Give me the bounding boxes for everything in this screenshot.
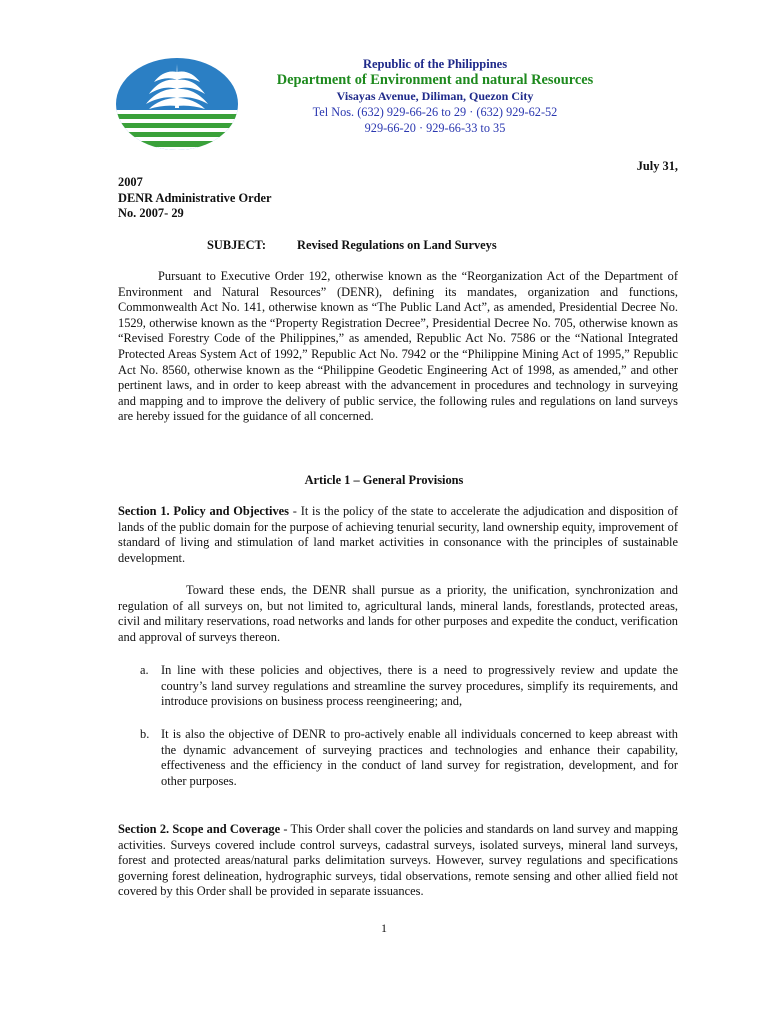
list-item-text: It is also the objective of DENR to pro-actively enable all individuals concerned to keep abreast with the dynamic advancement of surveying practices and technologies and enhance their capability, effectiveness and the efficiency in the conduct of land survey for registration, development, and for other purposes. — [161, 727, 678, 788]
page-number: 1 — [381, 921, 387, 935]
subject-line — [207, 238, 497, 254]
department-name: Department of Environment and natural Resources — [276, 72, 594, 88]
date-line-1: July 31, — [636, 159, 678, 173]
subject-text: Revised Regulations on Land Surveys — [297, 238, 497, 252]
section-2-heading: Section 2. Scope and Coverage — [118, 822, 281, 836]
section-1-text: - It is the policy of the state to accelerate the adjudication and disposition of lands of the public domain for the purpose of achieving tenurial security, land ownership equity, improvement of standard of living and stimulation of land market activities in consonance with the principles of sustainable development. — [118, 504, 679, 565]
subject-label: SUBJECT: — [207, 238, 266, 252]
order-block — [118, 175, 272, 222]
list-item — [140, 727, 678, 789]
date-line-2: 2007 — [118, 175, 143, 189]
list-item-text: In line with these policies and objectives, there is a need to progressively review and update the country’s land survey regulations and streamline the survey procedures, simplify its requirements, and introduce provisions on business process reengineering; and, — [161, 663, 678, 709]
republic-text: Republic of the Philippines — [362, 57, 508, 71]
letterhead — [200, 57, 670, 136]
list-item — [140, 663, 678, 710]
address: Visayas Avenue, Diliman, Quezon City — [336, 89, 534, 103]
list-marker: b. — [140, 727, 150, 741]
order-title: DENR Administrative Order — [118, 190, 272, 205]
telephone-line-2: 929-66-20 · 929-66-33 to 35 — [364, 121, 506, 135]
section-2-paragraph — [118, 822, 678, 900]
telephone-line-1: Tel Nos. (632) 929-66-26 to 29 · (632) 929-62-52 — [312, 105, 558, 119]
article-1-title: Article 1 – General Provisions — [304, 473, 464, 487]
section-1-heading: Section 1. Policy and Objectives — [118, 504, 290, 518]
order-number: No. 2007- 29 — [118, 206, 184, 220]
section-1-paragraph-2: Toward these ends, the DENR shall pursue as a priority, the unification, synchronization and regulation of all surveys on, but not limited to, agricultural lands, mineral lands, forestlands, protected areas, civil and military reservations, road networks and lands for other purposes and expedite the conduct, verification and approval of surveys thereon. — [118, 583, 678, 644]
section-2-text: - This Order shall cover the policies and standards on land survey and mapping activities. Surveys covered include control surveys, cadastral surveys, isolated surveys, mineral land surveys, forest and protected areas/natural parks delimitation surveys. However, survey regulations and specifications governing forest delineation, hydrographic surveys, tidal observations, remote sensing and other allied field not covered by this Order shall be provided in separate issuances. — [118, 822, 678, 899]
intro-paragraph: Pursuant to Executive Order 192, otherwise known as the “Reorganization Act of the Department of Environment and Natural Resources” (DENR), defining its mandates, organization and functions, Commonwealth Act No. 141, otherwise known as “The Public Land Act”, as amended, Presidential Decree No. 1529, otherwise known as the “Property Registration Decree”, Presidential Decree No. 705, otherwise known as “Revised Forestry Code of the Philippines,” as amended, Republic Act No. 7586 or the “National Integrated Protected Areas System Act of 1992,” Republic Act No. 7942 or the “Philippine Mining Act of 1995,” Republic Act No. 8560, otherwise known as the “Philippine Geodetic Engineering Act of 1998, as amended,” and other pertinent laws, and in order to keep abreast with the advancement in procedures and technology in surveying and mapping and to improve the delivery of public service, the following rules and regulations on land surveys are hereby issued for the guidance of all concerned. — [118, 269, 678, 424]
section-1-paragraph — [118, 504, 678, 566]
list-marker: a. — [140, 663, 149, 677]
